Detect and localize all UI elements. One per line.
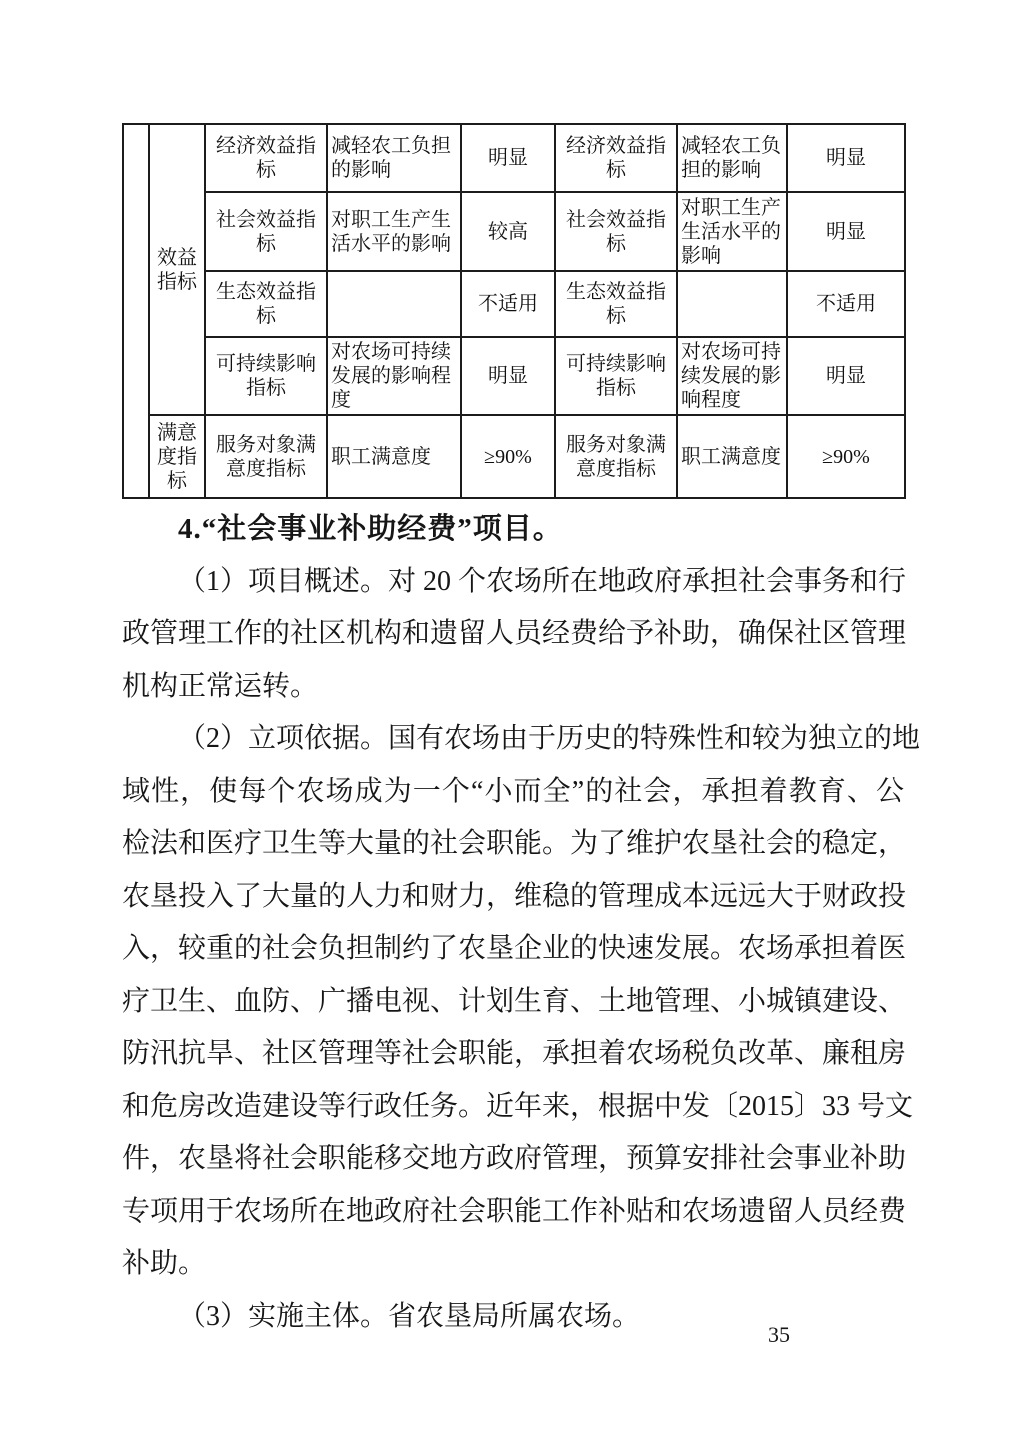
table-cell-indicator-desc: 对职工生产生活水平的影响 [327, 192, 461, 271]
text-line: 机构正常运转。 [122, 670, 319, 702]
table-cell-indicator-desc: 减轻农工负担的影响 [677, 124, 787, 192]
table-row [123, 124, 905, 192]
text-line: 防汛抗旱、社区管理等社会职能，承担着农场税负改革、廉租房 [122, 1038, 907, 1069]
text-line: 农垦投入了大量的人力和财力，维稳的管理成本远远大于财政投 [122, 880, 907, 912]
table-cell-indicator-desc: 对农场可持续发展的影响程度 [327, 337, 461, 415]
text-line: 入，较重的社会负担制约了农垦企业的快速发展。农场承担着医 [122, 933, 907, 964]
text-line: 件，农垦将社会职能移交地方政府管理，预算安排社会事业补助 [122, 1143, 907, 1174]
table-row [123, 192, 905, 271]
text-line: 补助。 [122, 1248, 207, 1279]
table-cell-indicator-desc [327, 271, 461, 337]
body-text [122, 503, 921, 1343]
text-line: 政管理工作的社区机构和遗留人员经费给予补助，确保社区管理 [122, 618, 907, 649]
table-cell-indicator-desc: 对职工生产生活水平的影响 [677, 192, 787, 271]
table-cell-group-satisfaction: 满意度指标 [149, 415, 205, 498]
table-row [123, 271, 905, 337]
text-line: 域性，使每个农场成为一个“小而全”的社会，承担着教育、公 [122, 775, 904, 807]
table-cell-indicator-value: ≥90% [787, 415, 905, 498]
table-cell-indicator-name: 经济效益指标 [555, 124, 677, 192]
table-cell-indicator-desc: 对农场可持续发展的影响程度 [677, 337, 787, 415]
indicator-table [122, 123, 906, 499]
table-cell-indicator-name: 可持续影响指标 [555, 337, 677, 415]
table-cell-indicator-value: 明显 [787, 192, 905, 271]
section-heading: 4.“社会事业补助经费”项目。 [178, 513, 563, 545]
table-cell-indicator-name: 经济效益指标 [205, 124, 327, 192]
table-row [123, 415, 905, 498]
table-cell-indicator-name: 服务对象满意度指标 [555, 415, 677, 498]
table-cell-group-benefit: 效益指标 [149, 124, 205, 415]
text-line: 专项用于农场所在地政府社会职能工作补贴和农场遗留人员经费 [122, 1195, 907, 1227]
text-line: 检法和医疗卫生等大量的社会职能。为了维护农垦社会的稳定， [122, 828, 907, 859]
table-cell-indicator-name: 社会效益指标 [555, 192, 677, 271]
table-cell-indicator-value: 明显 [461, 124, 555, 192]
table-cell-indicator-name: 生态效益指标 [205, 271, 327, 337]
text-line: 疗卫生、血防、广播电视、计划生育、土地管理、小城镇建设、 [122, 985, 907, 1017]
table-cell-indicator-desc: 减轻农工负担的影响 [327, 124, 461, 192]
table-cell-indicator-name: 生态效益指标 [555, 271, 677, 337]
table-cell-left-margin [123, 124, 149, 498]
text-line: （3）实施主体。省农垦局所属农场。 [178, 1300, 641, 1332]
table-cell-indicator-value: 明显 [787, 337, 905, 415]
text-line: 和危房改造建设等行政任务。近年来，根据中发〔2015〕33 号文 [122, 1090, 914, 1122]
table-row [123, 337, 905, 415]
table-cell-indicator-value: 不适用 [787, 271, 905, 337]
table-cell-indicator-name: 服务对象满意度指标 [205, 415, 327, 498]
table-cell-indicator-desc: 职工满意度 [677, 415, 787, 498]
text-line: （2）立项依据。国有农场由于历史的特殊性和较为独立的地 [178, 723, 921, 754]
page-number: 35 [768, 1322, 790, 1347]
table-cell-indicator-desc: 职工满意度 [327, 415, 461, 498]
table-cell-indicator-value: 不适用 [461, 271, 555, 337]
text-line: （1）项目概述。对 20 个农场所在地政府承担社会事务和行 [178, 565, 907, 597]
table-cell-indicator-desc [677, 271, 787, 337]
table-cell-indicator-value: 明显 [461, 337, 555, 415]
table-cell-indicator-name: 社会效益指标 [205, 192, 327, 271]
table-cell-indicator-value: 较高 [461, 192, 555, 271]
table-cell-indicator-name: 可持续影响指标 [205, 337, 327, 415]
table-cell-indicator-value: 明显 [787, 124, 905, 192]
table-cell-indicator-value: ≥90% [461, 415, 555, 498]
